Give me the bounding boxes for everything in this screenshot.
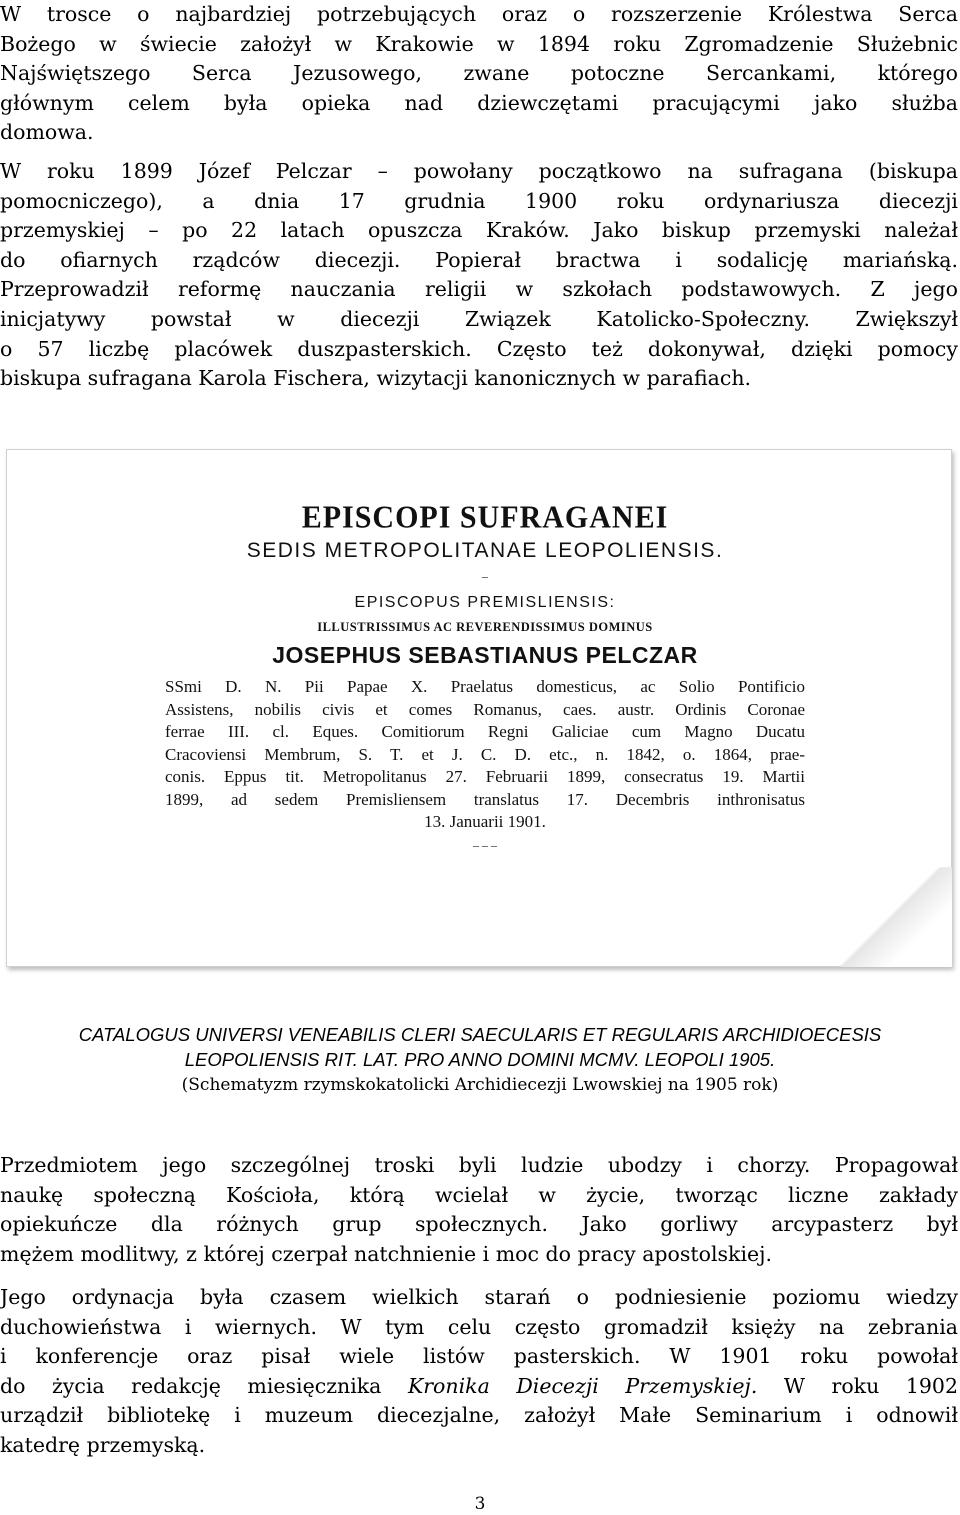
scan-last-line: 13. Januarii 1901. bbox=[424, 812, 546, 831]
text-line: duchowieństwa i wiernych. W tym celu często gromadził księży na zebrania bbox=[0, 1314, 958, 1339]
text-line: Jego ordynacja była czasem wielkich starań o podniesienie poziomu wiedzy bbox=[0, 1285, 958, 1309]
text-line: Bożego w świecie założył w Krakowie w 1894 roku Zgromadzenie Służebnic bbox=[0, 31, 958, 56]
text-line: inicjatywy powstał w diecezji Związek Katolicko-Społeczny. Zwiększył bbox=[0, 306, 958, 331]
text-line: naukę społeczną Kościoła, którą wcielał w życie, tworząc liczne zakłady bbox=[0, 1182, 958, 1207]
text-line: biskupa sufragana Karola Fischera, wizytacji kanonicznych w parafiach. bbox=[0, 366, 752, 391]
text-line: opiekuńcze dla różnych grup społecznych. Jako gorliwy arcypasterz był bbox=[0, 1212, 958, 1237]
scan-line: conis. Eppus tit. Metropolitanus 27. Februarii 1899, consecratus 19. Martii bbox=[165, 767, 805, 786]
scan-line: Cracoviensi Membrum, S. T. et J. C. D. etc., n. 1842, o. 1864, prae- bbox=[165, 744, 805, 764]
scan-name: JOSEPHUS SEBASTIANUS PELCZAR bbox=[272, 642, 698, 668]
scan-honorific: ILLUSTRISSIMUS AC REVERENDISSIMUS DOMINUS bbox=[317, 620, 653, 634]
text-line: mężem modlitwy, z której czerpał natchnienie i moc do pracy apostolskiej. bbox=[0, 1241, 773, 1266]
text-line: katedrę przemyską. bbox=[0, 1432, 206, 1457]
paragraph-bishop-przemysl bbox=[0, 157, 958, 394]
text-line: Najświętszego Serca Jezusowego, zwane potoczne Sercankami, którego bbox=[0, 61, 958, 86]
text-fragment: W roku 1902 bbox=[757, 1373, 958, 1398]
text-fragment: do życia redakcję miesięcznika bbox=[0, 1373, 408, 1398]
text-line: do ofiarnych rządców diecezji. Popierał bractwa i sodalicję mariańską. bbox=[0, 247, 958, 272]
text-line: o 57 liczbę placówek duszpasterskich. Często też dokonywał, dzięki pomocy bbox=[0, 336, 958, 361]
text-line: głównym celem była opieka nad dziewczętami pracującymi jako służba bbox=[0, 90, 958, 115]
page-curl-decoration bbox=[832, 867, 952, 967]
paragraph-social-teaching bbox=[0, 1151, 958, 1269]
text-line: i konferencje oraz pisał wiele listów pasterskich. W 1901 roku powołał bbox=[0, 1344, 958, 1369]
scan-section: EPISCOPUS PREMISLIENSIS: bbox=[354, 594, 616, 611]
periodical-title: Kronika Diecezji Przemyskiej. bbox=[407, 1373, 758, 1398]
paragraph-foundation bbox=[0, 0, 958, 148]
text-line: Przedmiotem jego szczególnej troski byli ludzie ubodzy i chorzy. Propagował bbox=[0, 1153, 958, 1177]
text-line: domowa. bbox=[0, 120, 94, 145]
scan-line: 1899, ad sedem Premisliensem translatus 17. Decembris inthronisatus bbox=[165, 789, 805, 809]
scan-bottom-dash: – – – bbox=[473, 837, 497, 852]
page-number: 3 bbox=[474, 1494, 486, 1514]
text-line: pomocniczego), a dnia 17 grudnia 1900 roku ordynariusza diecezji bbox=[0, 188, 958, 213]
scanned-catalogue-entry bbox=[165, 500, 805, 853]
scan-title: EPISCOPI SUFRAGANEI bbox=[301, 500, 669, 535]
scan-line: SSmi D. N. Pii Papae X. Praelatus domesticus, ac Solio Pontificio bbox=[165, 677, 805, 696]
caption-line-2: LEOPOLIENSIS RIT. LAT. PRO ANNO DOMINI MCMV. LEOPOLI 1905. bbox=[184, 1049, 776, 1070]
caption-line-3: (Schematyzm rzymskokatolicki Archidiecezji Lwowskiej na 1905 rok) bbox=[181, 1075, 779, 1095]
scanned-image-frame bbox=[6, 449, 952, 967]
text-line bbox=[0, 1372, 958, 1402]
text-line: W trosce o najbardziej potrzebujących oraz o rozszerzenie Królestwa Serca bbox=[0, 2, 958, 26]
text-line: urządził bibliotekę i muzeum diecezjalne, założył Małe Seminarium i odnowił bbox=[0, 1403, 958, 1428]
scan-line: Assistens, nobilis civis et comes Romanus, caes. austr. Ordinis Coronae bbox=[165, 699, 805, 719]
text-line: W roku 1899 Józef Pelczar – powołany początkowo na sufragana (biskupa bbox=[0, 159, 958, 183]
scan-dash: – bbox=[482, 569, 488, 583]
paragraph-ordination bbox=[0, 1283, 958, 1461]
text-line: przemyskiej – po 22 latach opuszcza Kraków. Jako biskup przemyski należał bbox=[0, 218, 958, 243]
scan-subtitle: SEDIS METROPOLITANAE LEOPOLIENSIS. bbox=[246, 539, 724, 562]
scan-line: ferrae III. cl. Eques. Comitiorum Regni Galiciae cum Magno Ducatu bbox=[165, 722, 805, 741]
caption-line-1: CATALOGUS UNIVERSI VENEABILIS CLERI SAECULARIS ET REGULARIS ARCHIDIOECESIS bbox=[78, 1024, 882, 1045]
text-line: Przeprowadził reformę nauczania religii w szkołach podstawowych. Z jego bbox=[0, 277, 958, 302]
